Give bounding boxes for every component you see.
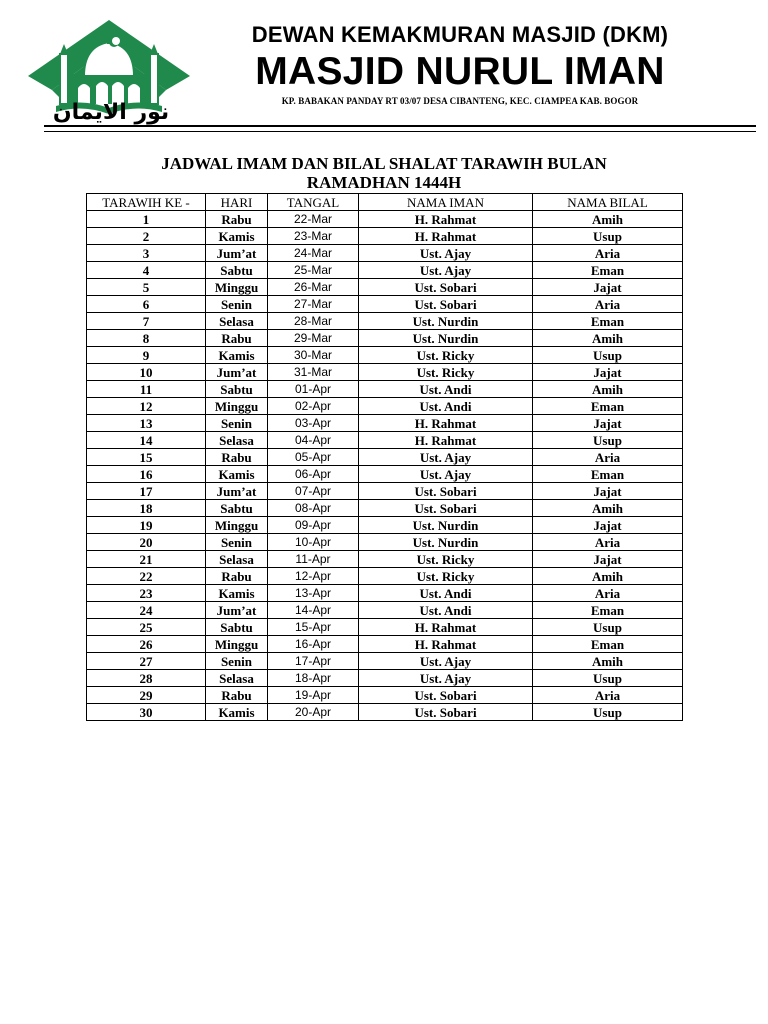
tarawih-number-cell: 26 <box>87 636 206 653</box>
bilal-name-cell: Aria <box>533 585 683 602</box>
bilal-name-cell: Amih <box>533 381 683 398</box>
day-cell: Selasa <box>206 551 268 568</box>
tarawih-number-cell: 5 <box>87 279 206 296</box>
day-cell: Rabu <box>206 330 268 347</box>
table-row <box>87 262 683 279</box>
date-cell: 15-Apr <box>268 619 359 636</box>
letterhead <box>205 22 715 106</box>
tarawih-number-cell: 11 <box>87 381 206 398</box>
bilal-name-cell: Eman <box>533 398 683 415</box>
imam-name-cell: Ust. Ricky <box>359 347 533 364</box>
date-cell: 17-Apr <box>268 653 359 670</box>
bilal-name-cell: Usup <box>533 619 683 636</box>
table-row <box>87 517 683 534</box>
table-row <box>87 449 683 466</box>
table-row <box>87 211 683 228</box>
table-row <box>87 228 683 245</box>
date-cell: 24-Mar <box>268 245 359 262</box>
date-cell: 02-Apr <box>268 398 359 415</box>
day-cell: Senin <box>206 534 268 551</box>
date-cell: 30-Mar <box>268 347 359 364</box>
imam-name-cell: Ust. Ajay <box>359 653 533 670</box>
date-cell: 13-Apr <box>268 585 359 602</box>
col-header-tarawih: TARAWIH KE - <box>87 194 206 211</box>
date-cell: 19-Apr <box>268 687 359 704</box>
imam-name-cell: H. Rahmat <box>359 211 533 228</box>
mosque-address: KP. BABAKAN PANDAY RT 03/07 DESA CIBANTENG, KEC. CIAMPEA KAB. BOGOR <box>281 96 639 106</box>
schedule-title-line2: RAMADHAN 1444H <box>306 173 462 192</box>
table-row <box>87 466 683 483</box>
tarawih-number-cell: 4 <box>87 262 206 279</box>
tarawih-number-cell: 27 <box>87 653 206 670</box>
date-cell: 11-Apr <box>268 551 359 568</box>
table-row <box>87 551 683 568</box>
bilal-name-cell: Aria <box>533 534 683 551</box>
bilal-name-cell: Amih <box>533 568 683 585</box>
bilal-name-cell: Eman <box>533 262 683 279</box>
date-cell: 12-Apr <box>268 568 359 585</box>
imam-name-cell: Ust. Sobari <box>359 500 533 517</box>
col-header-imam: NAMA IMAN <box>359 194 533 211</box>
bilal-name-cell: Amih <box>533 330 683 347</box>
day-cell: Sabtu <box>206 381 268 398</box>
bilal-name-cell: Usup <box>533 704 683 721</box>
bilal-name-cell: Amih <box>533 653 683 670</box>
day-cell: Minggu <box>206 517 268 534</box>
date-cell: 16-Apr <box>268 636 359 653</box>
tarawih-number-cell: 24 <box>87 602 206 619</box>
table-row <box>87 619 683 636</box>
tarawih-number-cell: 23 <box>87 585 206 602</box>
bilal-name-cell: Aria <box>533 449 683 466</box>
table-row <box>87 568 683 585</box>
table-header-row <box>87 194 683 211</box>
tarawih-number-cell: 17 <box>87 483 206 500</box>
imam-name-cell: Ust. Nurdin <box>359 330 533 347</box>
imam-name-cell: Ust. Ajay <box>359 262 533 279</box>
tarawih-number-cell: 15 <box>87 449 206 466</box>
logo-arabic-text: نور الايمان <box>52 100 170 125</box>
tarawih-number-cell: 6 <box>87 296 206 313</box>
bilal-name-cell: Jajat <box>533 364 683 381</box>
col-header-hari: HARI <box>206 194 268 211</box>
imam-name-cell: Ust. Ajay <box>359 466 533 483</box>
date-cell: 26-Mar <box>268 279 359 296</box>
imam-name-cell: H. Rahmat <box>359 415 533 432</box>
day-cell: Sabtu <box>206 500 268 517</box>
date-cell: 22-Mar <box>268 211 359 228</box>
date-cell: 20-Apr <box>268 704 359 721</box>
day-cell: Selasa <box>206 313 268 330</box>
tarawih-number-cell: 21 <box>87 551 206 568</box>
imam-name-cell: Ust. Sobari <box>359 704 533 721</box>
header-rule-thin <box>44 131 756 132</box>
bilal-name-cell: Jajat <box>533 483 683 500</box>
tarawih-number-cell: 30 <box>87 704 206 721</box>
day-cell: Senin <box>206 296 268 313</box>
imam-name-cell: Ust. Ajay <box>359 245 533 262</box>
bilal-name-cell: Usup <box>533 670 683 687</box>
table-row <box>87 296 683 313</box>
bilal-name-cell: Usup <box>533 347 683 364</box>
table-row <box>87 432 683 449</box>
imam-name-cell: Ust. Sobari <box>359 687 533 704</box>
bilal-name-cell: Eman <box>533 313 683 330</box>
bilal-name-cell: Jajat <box>533 551 683 568</box>
tarawih-number-cell: 19 <box>87 517 206 534</box>
imam-name-cell: Ust. Andi <box>359 381 533 398</box>
date-cell: 01-Apr <box>268 381 359 398</box>
table-row <box>87 245 683 262</box>
imam-name-cell: Ust. Andi <box>359 602 533 619</box>
date-cell: 06-Apr <box>268 466 359 483</box>
imam-name-cell: Ust. Ajay <box>359 449 533 466</box>
table-row <box>87 602 683 619</box>
table-row <box>87 313 683 330</box>
schedule-title <box>86 154 682 192</box>
bilal-name-cell: Eman <box>533 466 683 483</box>
day-cell: Rabu <box>206 449 268 466</box>
schedule-title-line1: JADWAL IMAM DAN BILAL SHALAT TARAWIH BULAN <box>161 154 607 173</box>
bilal-name-cell: Usup <box>533 432 683 449</box>
date-cell: 18-Apr <box>268 670 359 687</box>
tarawih-number-cell: 8 <box>87 330 206 347</box>
imam-name-cell: Ust. Ajay <box>359 670 533 687</box>
day-cell: Kamis <box>206 704 268 721</box>
tarawih-number-cell: 20 <box>87 534 206 551</box>
imam-name-cell: H. Rahmat <box>359 228 533 245</box>
date-cell: 14-Apr <box>268 602 359 619</box>
table-row <box>87 279 683 296</box>
table-row <box>87 585 683 602</box>
date-cell: 29-Mar <box>268 330 359 347</box>
table-row <box>87 534 683 551</box>
day-cell: Jum’at <box>206 245 268 262</box>
day-cell: Jum’at <box>206 364 268 381</box>
day-cell: Rabu <box>206 568 268 585</box>
imam-name-cell: Ust. Sobari <box>359 296 533 313</box>
imam-name-cell: Ust. Ricky <box>359 364 533 381</box>
date-cell: 07-Apr <box>268 483 359 500</box>
imam-name-cell: H. Rahmat <box>359 432 533 449</box>
day-cell: Sabtu <box>206 619 268 636</box>
table-row <box>87 381 683 398</box>
imam-name-cell: Ust. Andi <box>359 585 533 602</box>
day-cell: Kamis <box>206 228 268 245</box>
imam-name-cell: Ust. Nurdin <box>359 534 533 551</box>
tarawih-number-cell: 13 <box>87 415 206 432</box>
mosque-name: MASJID NURUL IMAN <box>255 50 665 93</box>
imam-name-cell: Ust. Ricky <box>359 568 533 585</box>
imam-name-cell: Ust. Andi <box>359 398 533 415</box>
imam-name-cell: Ust. Nurdin <box>359 517 533 534</box>
date-cell: 31-Mar <box>268 364 359 381</box>
schedule-table <box>86 193 683 721</box>
date-cell: 23-Mar <box>268 228 359 245</box>
table-row <box>87 347 683 364</box>
table-row <box>87 704 683 721</box>
date-cell: 09-Apr <box>268 517 359 534</box>
date-cell: 05-Apr <box>268 449 359 466</box>
bilal-name-cell: Aria <box>533 245 683 262</box>
imam-name-cell: Ust. Ricky <box>359 551 533 568</box>
day-cell: Senin <box>206 653 268 670</box>
tarawih-number-cell: 2 <box>87 228 206 245</box>
day-cell: Minggu <box>206 398 268 415</box>
table-row <box>87 636 683 653</box>
day-cell: Selasa <box>206 432 268 449</box>
table-row <box>87 670 683 687</box>
tarawih-number-cell: 7 <box>87 313 206 330</box>
table-row <box>87 364 683 381</box>
tarawih-number-cell: 10 <box>87 364 206 381</box>
day-cell: Rabu <box>206 687 268 704</box>
bilal-name-cell: Eman <box>533 602 683 619</box>
tarawih-number-cell: 16 <box>87 466 206 483</box>
table-row <box>87 653 683 670</box>
table-row <box>87 398 683 415</box>
header-rule <box>44 125 756 127</box>
table-row <box>87 687 683 704</box>
day-cell: Jum’at <box>206 602 268 619</box>
day-cell: Jum’at <box>206 483 268 500</box>
imam-name-cell: H. Rahmat <box>359 619 533 636</box>
org-name: DEWAN KEMAKMURAN MASJID (DKM) <box>251 22 669 47</box>
bilal-name-cell: Aria <box>533 687 683 704</box>
bilal-name-cell: Jajat <box>533 279 683 296</box>
day-cell: Kamis <box>206 347 268 364</box>
table-row <box>87 483 683 500</box>
bilal-name-cell: Usup <box>533 228 683 245</box>
date-cell: 10-Apr <box>268 534 359 551</box>
imam-name-cell: Ust. Sobari <box>359 279 533 296</box>
table-row <box>87 415 683 432</box>
date-cell: 25-Mar <box>268 262 359 279</box>
day-cell: Rabu <box>206 211 268 228</box>
col-header-tanggal: TANGAL <box>268 194 359 211</box>
day-cell: Kamis <box>206 466 268 483</box>
date-cell: 08-Apr <box>268 500 359 517</box>
bilal-name-cell: Jajat <box>533 415 683 432</box>
date-cell: 04-Apr <box>268 432 359 449</box>
tarawih-number-cell: 18 <box>87 500 206 517</box>
imam-name-cell: Ust. Sobari <box>359 483 533 500</box>
tarawih-number-cell: 14 <box>87 432 206 449</box>
date-cell: 03-Apr <box>268 415 359 432</box>
bilal-name-cell: Amih <box>533 500 683 517</box>
tarawih-number-cell: 12 <box>87 398 206 415</box>
day-cell: Minggu <box>206 636 268 653</box>
tarawih-number-cell: 1 <box>87 211 206 228</box>
bilal-name-cell: Jajat <box>533 517 683 534</box>
tarawih-number-cell: 3 <box>87 245 206 262</box>
table-row <box>87 500 683 517</box>
bilal-name-cell: Aria <box>533 296 683 313</box>
bilal-name-cell: Amih <box>533 211 683 228</box>
imam-name-cell: H. Rahmat <box>359 636 533 653</box>
bilal-name-cell: Eman <box>533 636 683 653</box>
table-row <box>87 330 683 347</box>
col-header-bilal: NAMA BILAL <box>533 194 683 211</box>
date-cell: 27-Mar <box>268 296 359 313</box>
tarawih-number-cell: 28 <box>87 670 206 687</box>
imam-name-cell: Ust. Nurdin <box>359 313 533 330</box>
day-cell: Kamis <box>206 585 268 602</box>
tarawih-number-cell: 22 <box>87 568 206 585</box>
date-cell: 28-Mar <box>268 313 359 330</box>
day-cell: Minggu <box>206 279 268 296</box>
tarawih-number-cell: 9 <box>87 347 206 364</box>
day-cell: Selasa <box>206 670 268 687</box>
day-cell: Senin <box>206 415 268 432</box>
day-cell: Sabtu <box>206 262 268 279</box>
tarawih-number-cell: 25 <box>87 619 206 636</box>
tarawih-number-cell: 29 <box>87 687 206 704</box>
